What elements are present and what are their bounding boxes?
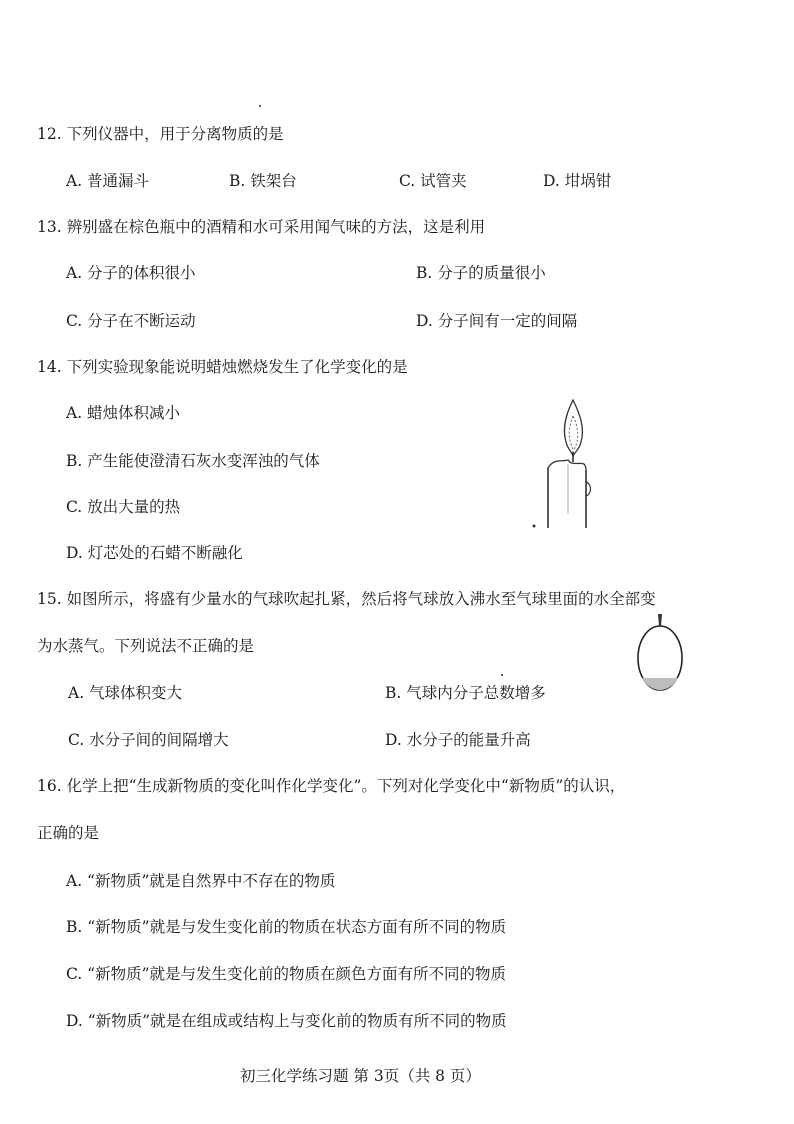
question-13-option-d: D. 分子间有一定的间隔 — [416, 312, 578, 330]
question-14-option-c: C. 放出大量的热 — [66, 498, 181, 516]
scan-speck — [259, 105, 261, 107]
question-16-stem-line-1: 16. 化学上把“生成新物质的变化叫作化学变化”。下列对化学变化中“新物质”的认识， — [37, 777, 626, 795]
question-13-option-a: A. 分子的体积很小 — [66, 264, 196, 282]
question-14-option-d: D. 灯芯处的石蜡不断融化 — [66, 544, 243, 562]
question-16-option-d: D. “新物质”就是在组成或结构上与变化前的物质有所不同的物质 — [66, 1012, 507, 1030]
scan-speck — [501, 674, 503, 676]
question-16-option-c: C. “新物质”就是与发生变化前的物质在颜色方面有所不同的物质 — [66, 965, 507, 983]
question-13-option-b: B. 分子的质量很小 — [416, 264, 546, 282]
question-14-option-a: A. 蜡烛体积减小 — [66, 404, 181, 422]
question-15-option-c: C. 水分子间的间隔增大 — [68, 731, 229, 749]
question-16-stem-line-2: 正确的是 — [37, 824, 100, 842]
question-12-stem: 12. 下列仪器中，用于分离物质的是 — [37, 125, 284, 143]
question-14-option-b: B. 产生能使澄清石灰水变浑浊的气体 — [66, 452, 320, 470]
question-13-option-c: C. 分子在不断运动 — [66, 312, 196, 330]
question-13-stem: 13. 辨别盛在棕色瓶中的酒精和水可采用闻气味的方法，这是利用 — [37, 218, 486, 236]
question-15-stem-line-2: 为水蒸气。下列说法不正确的是 — [37, 637, 255, 655]
question-12-option-c: C. 试管夹 — [399, 172, 467, 190]
question-15-option-d: D. 水分子的能量升高 — [385, 731, 531, 749]
question-15-stem-line-1: 15. 如图所示，将盛有少量水的气球吹起扎紧，然后将气球放入沸水至气球里面的水全部变 — [37, 590, 656, 608]
question-15-option-a: A. 气球体积变大 — [68, 684, 183, 702]
candle-icon — [528, 394, 600, 534]
page-footer: 初三化学练习题 第 3页（共 8 页） — [240, 1067, 481, 1085]
question-16-option-a: A. “新物质”就是自然界中不存在的物质 — [66, 872, 336, 890]
question-12-option-a: A. 普通漏斗 — [66, 172, 150, 190]
question-16-option-b: B. “新物质”就是与发生变化前的物质在状态方面有所不同的物质 — [66, 918, 507, 936]
question-12-option-d: D. 坩埚钳 — [543, 172, 612, 190]
balloon-icon — [628, 612, 692, 696]
question-15-option-b: B. 气球内分子总数增多 — [385, 684, 546, 702]
question-14-stem: 14. 下列实验现象能说明蜡烛燃烧发生了化学变化的是 — [37, 358, 408, 376]
question-12-option-b: B. 铁架台 — [229, 172, 297, 190]
